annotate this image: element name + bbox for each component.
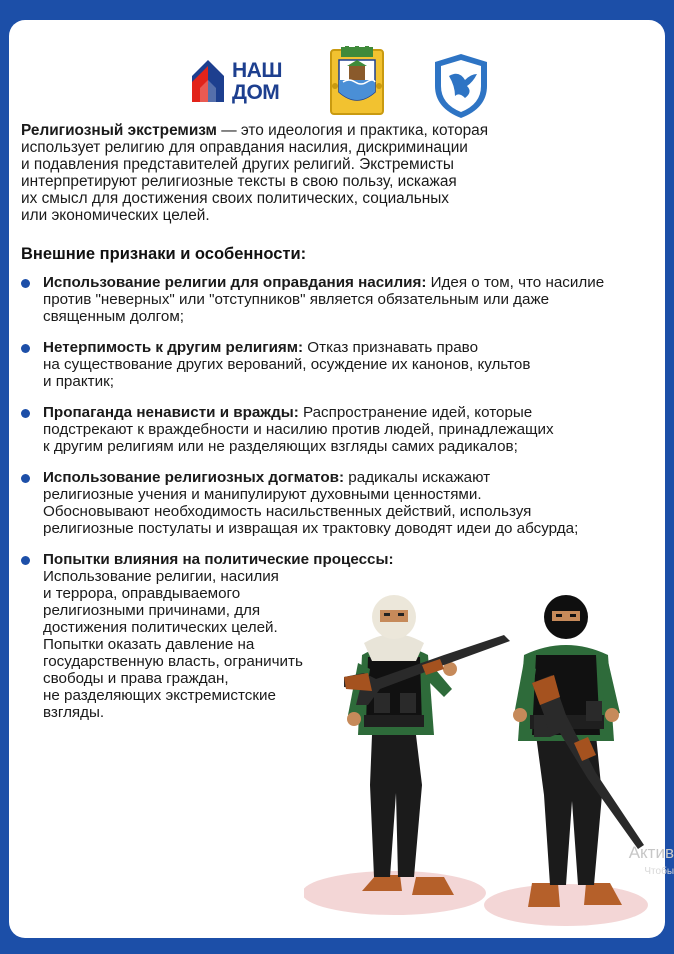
- nash-dom-logo-icon: [190, 58, 226, 104]
- intro-line: их смысл для достижения своих политических, социальных: [21, 190, 449, 207]
- info-card: [9, 20, 665, 938]
- right-figure: [513, 595, 644, 907]
- logo-line-2: ДОМ: [232, 81, 280, 104]
- item-text: религиозные учения и манипулируют духовными ценностями.: [43, 486, 482, 503]
- item-title: Использование религии для оправдания насилия:: [43, 274, 427, 291]
- item-text: Распространение идей, которые: [298, 404, 533, 421]
- bullet-icon: [21, 474, 30, 483]
- section-heading: Внешние признаки и особенности:: [21, 245, 307, 263]
- item-text: не разделяющих экстремистские: [43, 687, 276, 704]
- intro-line: — это идеология и практика, которая: [216, 122, 489, 139]
- watermark-text: Актив: [628, 843, 674, 862]
- item-text: Идея о том, что насилие: [426, 274, 605, 291]
- logo-row: [9, 38, 665, 122]
- shield-dove-icon: [431, 52, 491, 120]
- item-title: Нетерпимость к другим религиям:: [43, 339, 304, 356]
- bullet-icon: [21, 279, 30, 288]
- item-title: Попытки влияния на политические процессы:: [43, 551, 394, 568]
- left-figure: [344, 595, 510, 895]
- intro-paragraph: [21, 122, 641, 224]
- bullet-icon: [21, 409, 30, 418]
- item-text: религиозными причинами, для: [43, 602, 261, 619]
- intro-term: Религиозный экстремизм: [21, 122, 217, 139]
- city-crest-icon: [325, 46, 389, 118]
- bullet-icon: [21, 344, 30, 353]
- item-title: Использование религиозных догматов:: [43, 469, 345, 486]
- item-title: Пропаганда ненависти и вражды:: [43, 404, 299, 421]
- item-text: взгляды.: [43, 704, 105, 721]
- item-text: радикалы искажают: [344, 469, 491, 486]
- item-text: к другим религиям или не разделяющих взгляды самих радикалов;: [43, 438, 518, 455]
- item-text: государственную власть, ограничить: [43, 653, 303, 670]
- item-text: подстрекают к враждебности и насилию против людей, принадлежащих: [43, 421, 554, 438]
- nash-dom-logo-text: [232, 60, 282, 104]
- item-text: Попытки оказать давление на: [43, 636, 255, 653]
- item-text: свободы и права граждан,: [43, 670, 229, 687]
- intro-line: использует религию для оправдания насилия, дискриминации: [21, 139, 468, 156]
- bullet-icon: [21, 556, 30, 565]
- item-text: против "неверных" или "отступников" является обязательным или даже: [43, 291, 550, 308]
- intro-line: и подавления представителей других религий. Экстремисты: [21, 156, 454, 173]
- item-text: Обосновывают необходимость насильственных действий, используя: [43, 503, 532, 520]
- item-text: религиозные постулаты и извращая их трактовку доводят идеи до абсурда;: [43, 520, 579, 537]
- item-text: на существование других верований, осуждение их канонов, культов: [43, 356, 531, 373]
- item-text: Использование религии, насилия: [43, 568, 279, 585]
- item-text: Отказ признавать право: [303, 339, 479, 356]
- item-text: достижения политических целей.: [43, 619, 278, 636]
- armed-figures-illustration: [304, 565, 649, 935]
- item-text: священным долгом;: [43, 308, 184, 325]
- item-text: и практик;: [43, 373, 114, 390]
- item-text: и террора, оправдываемого: [43, 585, 241, 602]
- intro-line: интерпретируют религиозные тексты в свою пользу, искажая: [21, 173, 457, 190]
- intro-line: или экономических целей.: [21, 207, 210, 224]
- watermark-subtext: Чтобы: [644, 866, 674, 877]
- logo-line-1: НАШ: [232, 59, 282, 82]
